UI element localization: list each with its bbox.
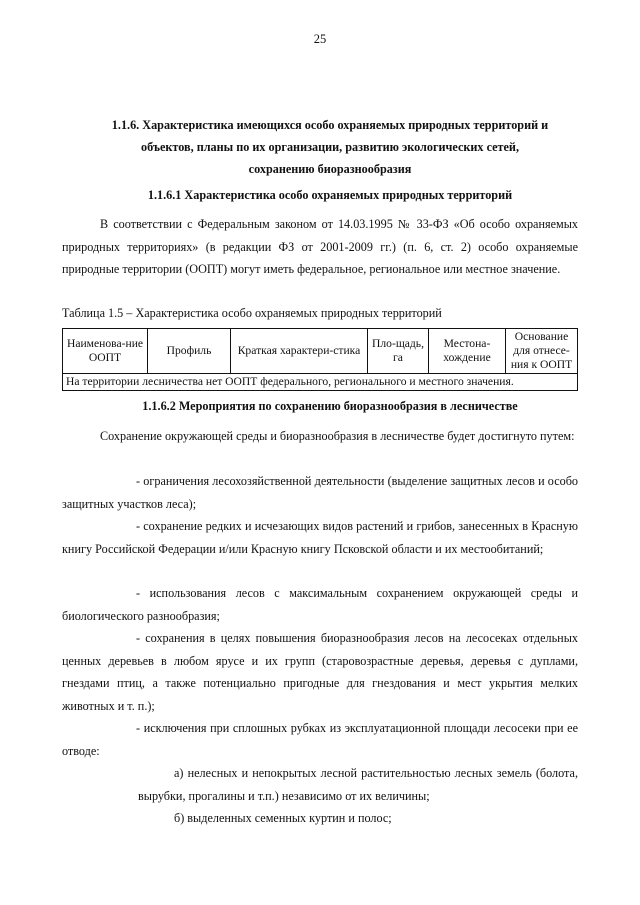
measure-item-3: - использования лесов с максимальным сохранением окружающей среды и биологического разнообразия; [62, 586, 578, 623]
table-row [63, 374, 578, 391]
table-note-cell: На территории лесничества нет ООПТ федерального, регионального и местного значения. [63, 374, 578, 391]
measure-item-1: - ограничения лесохозяйственной деятельности (выделение защитных лесов и особо защитных участков леса); [62, 474, 578, 511]
section-heading [70, 114, 590, 180]
section-heading-line-3: сохранению биоразнообразия [248, 162, 412, 176]
table-header-cell: Наименова-ние ООПТ [63, 329, 148, 374]
table-caption: Таблица 1.5 – Характеристика особо охраняемых природных территорий [62, 306, 442, 320]
page-number: 25 [313, 32, 327, 46]
measure-subitem-b: б) выделенных семенных куртин и полос; [174, 811, 392, 825]
table-header-cell: Профиль [148, 329, 231, 374]
measure-item-5: - исключения при сплошных рубках из эксплуатационной площади лесосеки при ее отводе: [62, 721, 578, 758]
subsection-2-title: 1.1.6.2 Мероприятия по сохранению биоразнообразия в лесничестве [142, 399, 518, 413]
oopt-table [62, 328, 578, 391]
table-header-cell: Местона-хождение [429, 329, 506, 374]
table-header-cell: Краткая характери-стика [231, 329, 368, 374]
subsection-2-intro: Сохранение окружающей среды и биоразнообразия в лесничестве будет достигнуто путем: [100, 429, 575, 443]
table-header-cell: Пло-щадь, га [368, 329, 429, 374]
subsection-1-paragraph: В соответствии с Федеральным законом от 14.03.1995 № 33-ФЗ «Об особо охраняемых природных территориях» (в редакции ФЗ от 2001-2009 гг.) (п. 6, ст. 2) особо охраняемые природные территории (ООПТ) могут иметь федеральное, региональное или местное значение. [62, 217, 578, 276]
measure-subitem-a: а) нелесных и непокрытых лесной растительностью лесных земель (болота, вырубки, прогалины и т.п.) независимо от их величины; [138, 766, 578, 803]
section-heading-line-1: 1.1.6. Характеристика имеющихся особо охраняемых природных территорий и [111, 118, 549, 132]
measure-item-4: - сохранения в целях повышения биоразнообразия лесов на лесосеках отдельных ценных деревьев в любом ярусе и их групп (старовозрастные деревья, деревья с дуплами, гнездами птиц, а также потенциально пригодные для гнездования и мест укрытия мелких животных и т. п.); [62, 631, 578, 713]
table-header-cell: Основание для отнесе-ния к ООПТ [506, 329, 578, 374]
section-heading-line-2: объектов, планы по их организации, развитию экологических сетей, [140, 140, 520, 154]
measure-item-2: - сохранение редких и исчезающих видов растений и грибов, занесенных в Красную книгу Российской Федерации и/или Красную книгу Псковской области и их местообитаний; [62, 519, 578, 556]
subsection-1-title: 1.1.6.1 Характеристика особо охраняемых природных территорий [147, 188, 513, 202]
table-header-row [63, 329, 578, 374]
